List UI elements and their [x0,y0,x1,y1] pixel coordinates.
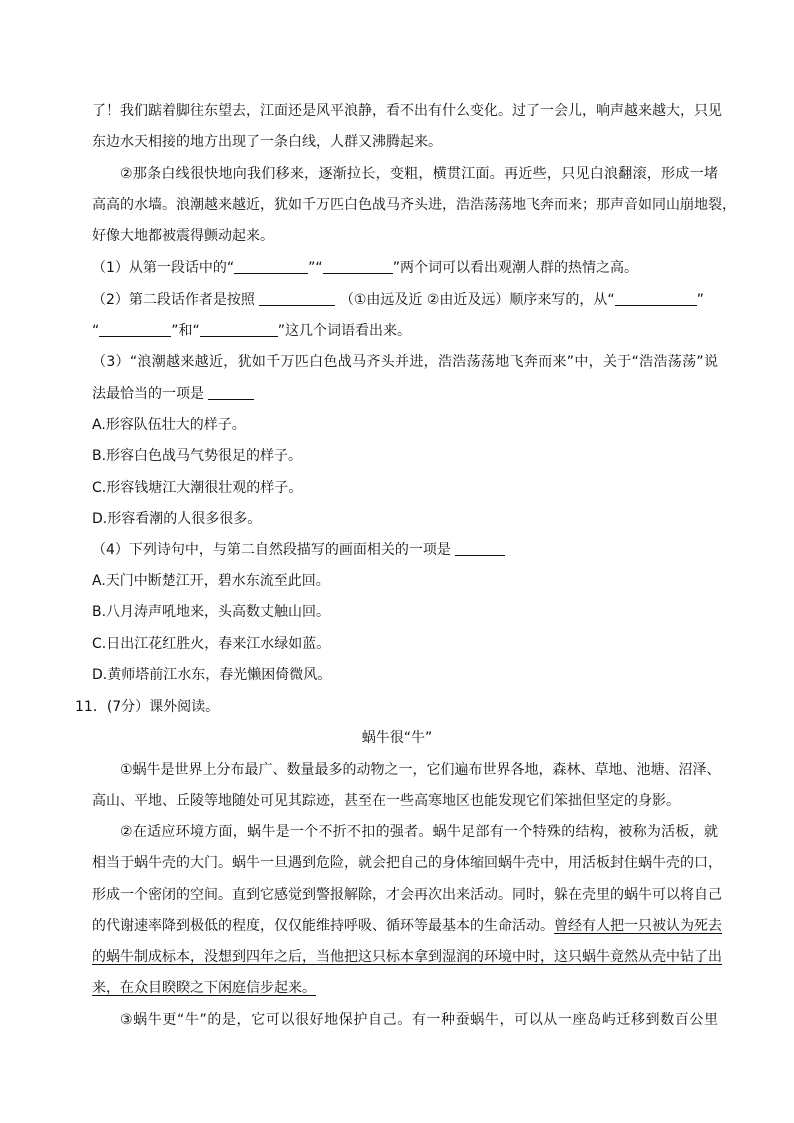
article-title: 蜗牛很“牛” [361,730,433,746]
article-line: 的代谢速率降到极低的程度，仅仅能维持呼吸、循环等最基本的生命活动。曾经有人把一只被认为死去 [92,918,722,934]
passage-line: 了！我们踮着脚往东望去，江面还是风平浪静，看不出有什么变化。过了一会儿，响声越来越大，只见 [92,103,722,119]
answer-blank[interactable] [99,322,171,337]
passage-line: ②那条白线很快地向我们移来，逐渐拉长，变粗，横贯江面。再近些，只见白浪翻滚，形成一堵 [120,166,718,182]
article-line: ②在适应环境方面，蜗牛是一个不折不扣的强者。蜗牛足部有一个特殊的结构，被称为活板，就 [120,824,718,840]
answer-blank[interactable] [455,541,505,556]
question-2: （2）第二段话作者是按照 （①由远及近 ②由近及远）顺序来写的，从“ ” [92,292,704,308]
answer-blank[interactable] [615,291,697,306]
option-a: A.形容队伍壮大的样子。 [92,417,246,433]
passage-line: 东边水天相接的地方出现了一条白线，人群又沸腾起来。 [92,134,442,150]
question-1: （1）从第一段话中的“ ”“ ”两个词可以看出观潮人群的热情之高。 [92,260,638,276]
question-3: （3）“浪潮越来越近，犹如千万匹白色战马齐头并进，浩浩荡荡地飞奔而来”中，关于“浩浩荡荡”说 [92,354,718,370]
option-c: C.形容钱塘江大潮很壮观的样子。 [92,480,303,496]
answer-blank[interactable] [259,291,335,306]
option-a: A.天门中断楚江开，碧水东流至此回。 [92,573,330,589]
option-d: D.黄师塔前江水东，春光懒困倚微风。 [92,667,332,683]
answer-blank[interactable] [323,259,393,274]
answer-blank[interactable] [234,259,308,274]
option-b: B.八月涛声吼地来，头高数丈触山回。 [92,604,331,620]
question-4: （4）下列诗句中，与第二自然段描写的画面相关的一项是 [92,540,505,560]
question-3-cont: 法最恰当的一项是 [92,384,254,404]
option-d: D.形容看潮的人很多很多。 [92,511,262,527]
question-11-label: 11．(7分）课外阅读。 [75,699,220,715]
answer-blank[interactable] [200,322,278,337]
article-line: 高山、平地、丘陵等地随处可见其踪迹，甚至在一些高寒地区也能发现它们笨拙但坚定的身影。 [92,793,680,809]
option-b: B.形容白色战马气势很足的样子。 [92,448,303,464]
article-line: 相当于蜗牛壳的大门。蜗牛一旦遇到危险，就会把自己的身体缩回蜗牛壳中，用活板封住蜗牛壳的口， [92,855,722,871]
article-line: ①蜗牛是世界上分布最广、数量最多的动物之一，它们遍布世界各地，森林、草地、池塘、沼泽、 [120,762,721,778]
article-line: 形成一个密闭的空间。直到它感觉到警报解除，才会再次出来活动。同时，躲在壳里的蜗牛可以将自己 [92,887,722,903]
passage-line: 高高的水墙。浪潮越来越近，犹如千万匹白色战马齐头进，浩浩荡荡地飞奔而来；那声音如同山崩地裂， [92,197,736,213]
option-c: C.日出江花红胜火，春来江水绿如蓝。 [92,636,331,652]
question-2-cont: “ ”和“ ”这几个词语看出来。 [92,323,412,339]
article-line: ③蜗牛更“牛”的是，它可以很好地保护自己。有一种蚕蜗牛，可以从一座岛屿迁移到数百公里 [120,1012,718,1028]
underlined-sentence: 曾经有人把一只被认为死去 [554,918,722,934]
underlined-sentence: 来，在众目睽睽之下闲庭信步起来。 [92,980,316,996]
passage-line: 好像大地都被震得颤动起来。 [92,228,274,244]
answer-blank[interactable] [208,385,254,400]
underlined-sentence: 的蜗牛制成标本，没想到四年之后，当他把这只标本拿到湿润的环境中时，这只蜗牛竟然从壳中钻了出 [92,949,722,965]
